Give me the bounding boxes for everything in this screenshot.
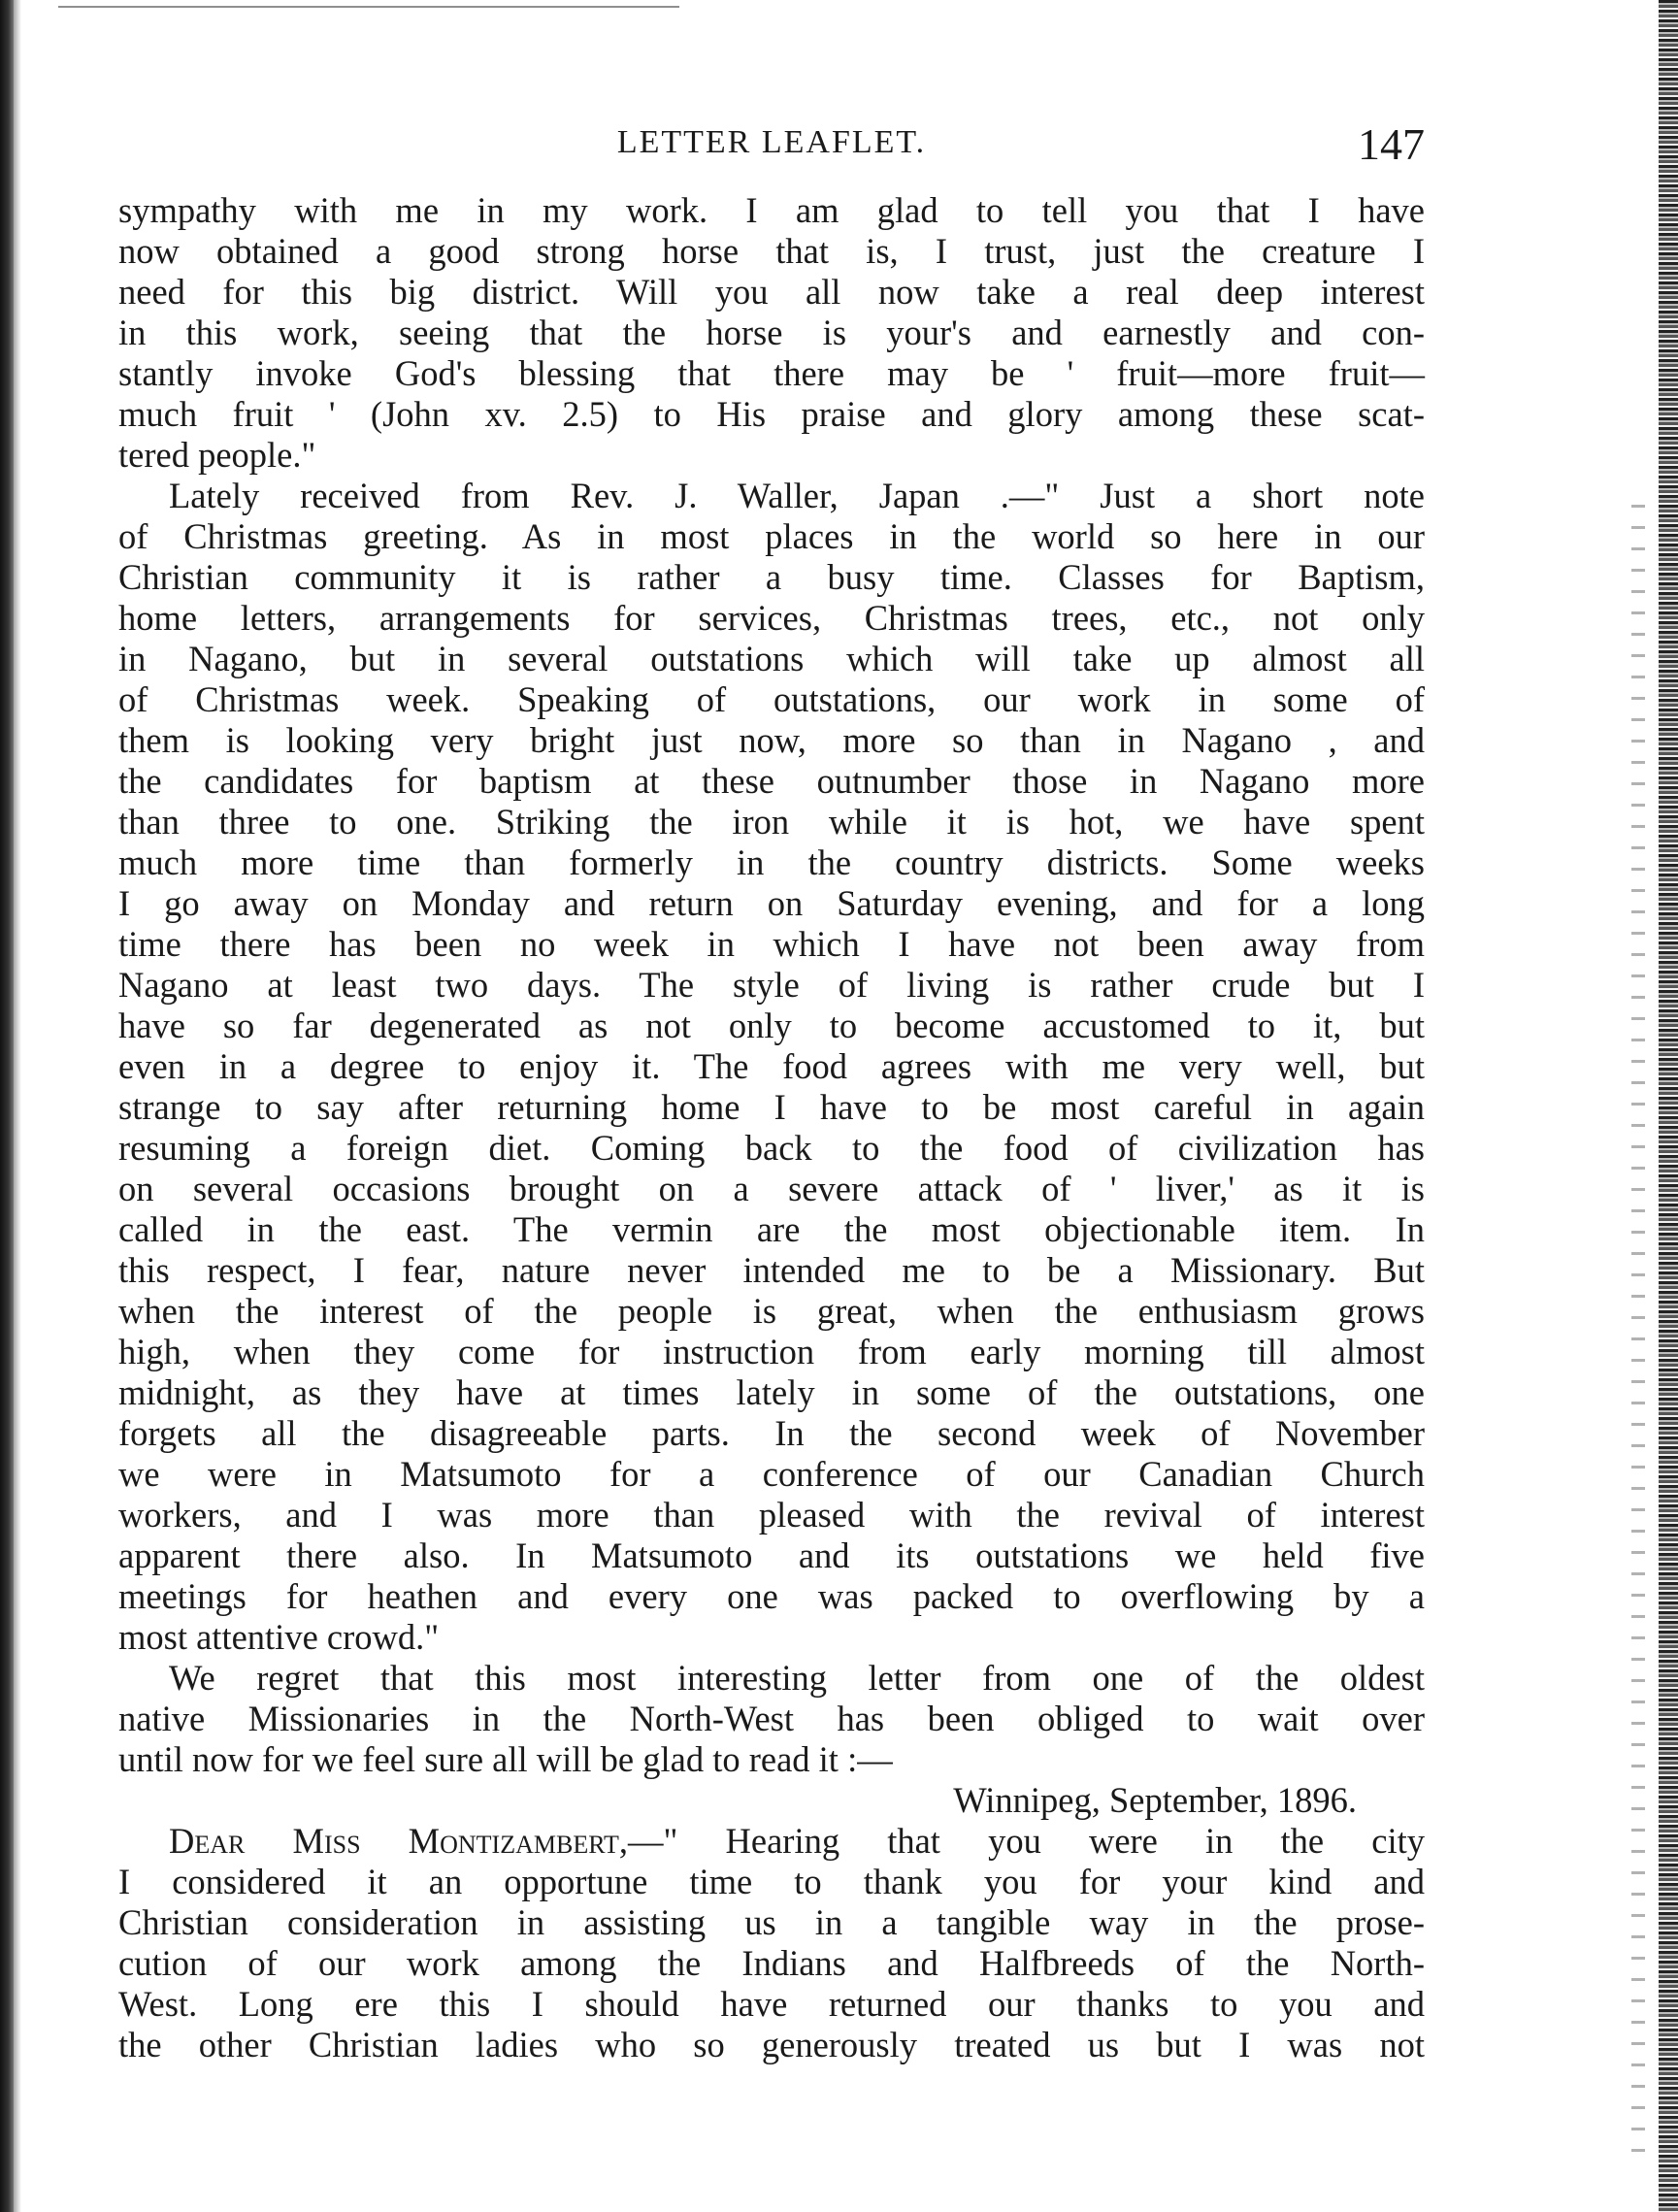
body-text bbox=[118, 190, 1425, 1780]
text-line: much more time than formerly in the country districts. Some weeks bbox=[118, 842, 1425, 882]
letter-opening: —" Hearing that you were in the city bbox=[628, 1821, 1425, 1861]
text-line: even in a degree to enjoy it. The food agrees with me very well, but bbox=[118, 1046, 1425, 1086]
page-number: 147 bbox=[1358, 119, 1425, 169]
text-line: strange to say after returning home I have to be most careful in again bbox=[118, 1087, 1425, 1127]
text-line: them is looking very bright just now, more so than in Nagano , and bbox=[118, 720, 1425, 760]
text-line: on several occasions brought on a severe attack of ' liver,' as it is bbox=[118, 1169, 1425, 1208]
text-line: when the interest of the people is great, when the enthusiasm grows bbox=[118, 1291, 1425, 1331]
text-line: native Missionaries in the North-West has been obliged to wait over bbox=[118, 1699, 1425, 1738]
text-line: workers, and I was more than pleased with the revival of interest bbox=[118, 1495, 1425, 1535]
text-line: the candidates for baptism at these outnumber those in Nagano more bbox=[118, 761, 1425, 801]
letter-salutation: Dear Miss Montizambert, bbox=[169, 1821, 628, 1861]
text-line: We regret that this most interesting letter from one of the oldest bbox=[169, 1658, 1425, 1698]
paragraph bbox=[118, 476, 1425, 1658]
text-line: in this work, seeing that the horse is your's and earnestly and con- bbox=[118, 313, 1425, 352]
letter-line: cution of our work among the Indians and Halfbreeds of the North- bbox=[118, 1943, 1425, 1983]
text-line: sympathy with me in my work. I am glad to tell you that I have bbox=[118, 190, 1425, 230]
text-line: time there has been no week in which I have not been away from bbox=[118, 924, 1425, 964]
letter-paragraph bbox=[118, 1821, 1425, 2065]
text-line: Nagano at least two days. The style of living is rather crude but I bbox=[118, 965, 1425, 1005]
letter-line bbox=[118, 1821, 1425, 1862]
running-head: LETTER LEAFLET. bbox=[616, 124, 927, 160]
text-line: high, when they come for instruction from early morning till almost bbox=[118, 1332, 1425, 1371]
scan-top-rule bbox=[58, 6, 679, 8]
letter-line: the other Christian ladies who so generously treated us but I was not bbox=[118, 2025, 1425, 2064]
text-line: need for this big district. Will you all now take a real deep interest bbox=[118, 272, 1425, 312]
text-line: apparent there also. In Matsumoto and its outstations we held five bbox=[118, 1535, 1425, 1575]
text-line: now obtained a good strong horse that is, I trust, just the creature I bbox=[118, 231, 1425, 271]
page-header bbox=[118, 119, 1425, 182]
scan-left-border bbox=[0, 0, 14, 2212]
text-line: until now for we feel sure all will be glad to read it :— bbox=[118, 1739, 893, 1779]
text-line: stantly invoke God's blessing that there may be ' fruit—more fruit— bbox=[118, 353, 1425, 393]
letter-dateline: Winnipeg, September, 1896. bbox=[953, 1780, 1357, 1820]
scan-right-border bbox=[1659, 0, 1678, 2212]
text-line: meetings for heathen and every one was packed to overflowing by a bbox=[118, 1576, 1425, 1616]
text-line: resuming a foreign diet. Coming back to the food of civilization has bbox=[118, 1128, 1425, 1168]
letter-line: Christian consideration in assisting us in a tangible way in the prose- bbox=[118, 1902, 1425, 1942]
text-line: this respect, I fear, nature never intended me to be a Missionary. But bbox=[118, 1250, 1425, 1290]
text-line: in Nagano, but in several outstations which will take up almost all bbox=[118, 639, 1425, 678]
text-line: I go away on Monday and return on Saturday evening, and for a long bbox=[118, 883, 1425, 923]
letter-line: West. Long ere this I should have returned our thanks to you and bbox=[118, 1984, 1425, 2024]
text-line: much fruit ' (John xv. 2.5) to His praise and glory among these scat- bbox=[118, 394, 1425, 434]
text-line: Christian community it is rather a busy time. Classes for Baptism, bbox=[118, 557, 1425, 597]
text-line: Lately received from Rev. J. Waller, Japan .—" Just a short note bbox=[169, 476, 1425, 515]
scan-right-bleed-marks bbox=[1631, 505, 1645, 2155]
text-line: home letters, arrangements for services, Christmas trees, etc., not only bbox=[118, 598, 1425, 638]
text-line: most attentive crowd." bbox=[118, 1617, 440, 1657]
text-line: tered people." bbox=[118, 435, 316, 475]
text-line: of Christmas greeting. As in most places in the world so here in our bbox=[118, 516, 1425, 556]
text-line: of Christmas week. Speaking of outstations, our work in some of bbox=[118, 679, 1425, 719]
text-line: have so far degenerated as not only to become accustomed to it, but bbox=[118, 1006, 1425, 1045]
page bbox=[118, 119, 1425, 2065]
letter-line: I considered it an opportune time to thank you for your kind and bbox=[118, 1862, 1425, 1901]
text-line: than three to one. Striking the iron while it is hot, we have spent bbox=[118, 802, 1425, 842]
text-line: called in the east. The vermin are the most objectionable item. In bbox=[118, 1209, 1425, 1249]
scan-gutter-shadow bbox=[14, 0, 21, 2212]
text-line: midnight, as they have at times lately in some of the outstations, one bbox=[118, 1372, 1425, 1412]
paragraph bbox=[118, 1658, 1425, 1780]
text-line: we were in Matsumoto for a conference of our Canadian Church bbox=[118, 1454, 1425, 1494]
text-line: forgets all the disagreeable parts. In the second week of November bbox=[118, 1413, 1425, 1453]
paragraph bbox=[118, 190, 1425, 476]
